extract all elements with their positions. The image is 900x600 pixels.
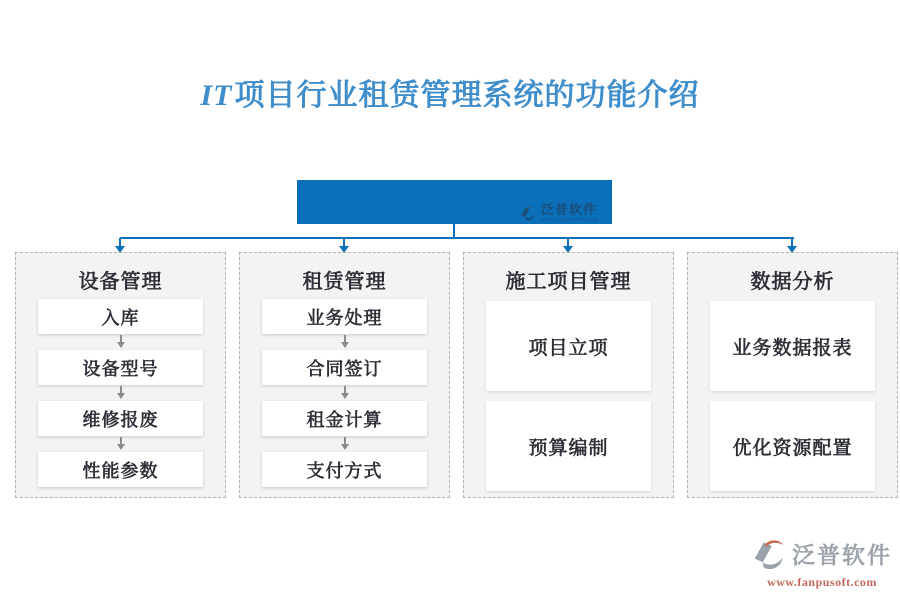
flow-item: 入库 [38,299,203,334]
column-construction-project-management [463,252,674,498]
fanpu-logo-icon [752,537,788,573]
column-equipment-management [15,252,226,498]
stack-item: 业务数据报表 [710,301,875,391]
flow-item: 合同签订 [262,350,427,385]
footer-brand-name: 泛普软件 [792,542,892,568]
flow-item: 设备型号 [38,350,203,385]
stack-list [710,301,875,491]
flow-item: 性能参数 [38,452,203,487]
down-arrow-icon [340,335,350,349]
flow-list [38,299,203,487]
page-title [0,70,900,114]
page-title-text: 项目行业租赁管理系统的功能介绍 [234,79,700,112]
stack-item: 预算编制 [486,401,651,491]
watermark-brand: 泛普软件 [540,202,597,217]
flow-item: 租金计算 [262,401,427,436]
flow-item: 维修报废 [38,401,203,436]
watermark-text [541,203,598,223]
down-arrow-icon [340,437,350,451]
connector-horizontal-line [120,237,794,239]
flow-list [262,299,427,487]
down-arrow-icon [116,437,126,451]
page-title-prefix: IT [200,79,233,112]
watermark [520,203,598,223]
column-rental-management [239,252,450,498]
column-data-analysis [687,252,898,498]
root-node [297,180,612,224]
footer-brand-row [752,537,892,573]
stack-item: 项目立项 [486,301,651,391]
connector-stem [453,224,455,238]
flow-item: 支付方式 [262,452,427,487]
footer-brand-url: www.fanpusoft.com [767,575,877,589]
column-header: 设备管理 [78,271,163,293]
stack-list [486,301,651,491]
flow-item: 业务处理 [262,299,427,334]
column-header: 租赁管理 [302,271,387,293]
down-arrow-icon [116,335,126,349]
watermark-url: www.fanpusoft.com [540,217,598,223]
column-header: 数据分析 [750,271,835,293]
column-header: 施工项目管理 [505,271,632,293]
footer-brand [752,537,892,590]
down-arrow-icon [340,386,350,400]
fanpu-logo-icon [520,205,537,222]
stack-item: 优化资源配置 [710,401,875,491]
down-arrow-icon [116,386,126,400]
